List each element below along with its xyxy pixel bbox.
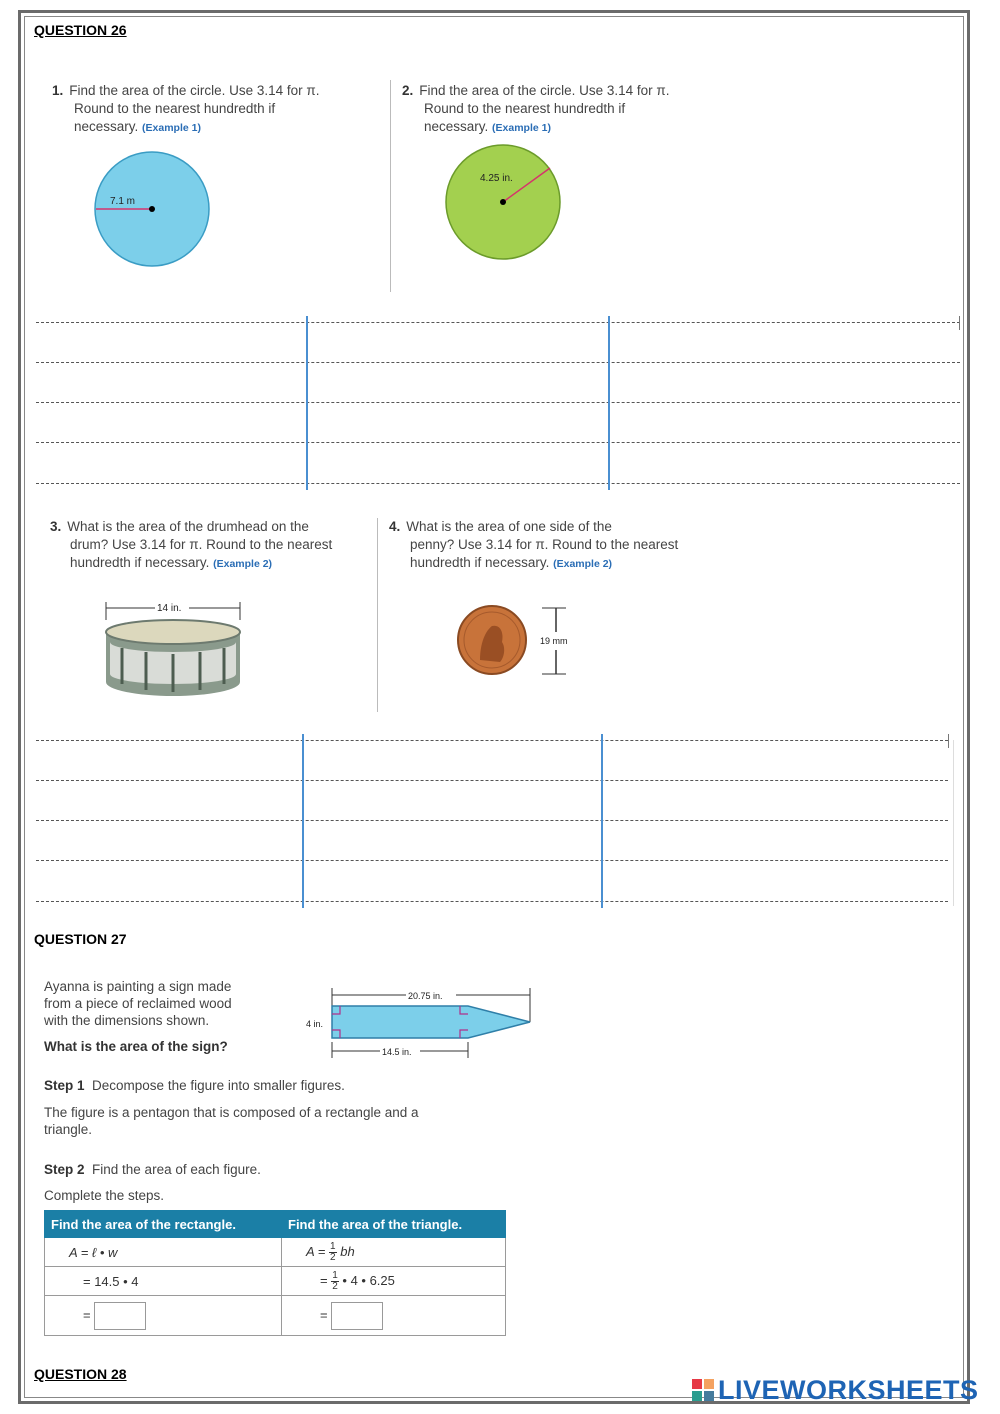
table-row [45,1238,506,1267]
area-steps-table [44,1210,506,1336]
grid-end-mark [959,316,960,330]
penny-diameter-label: 19 mm [540,636,568,646]
answer-column-divider [608,316,610,490]
tri-substitution-rest: • 4 • 6.25 [342,1272,395,1288]
problem-4 [389,518,709,573]
step-1-text: Decompose the figure into smaller figures. [92,1078,345,1093]
answer-line [36,362,960,363]
q27-intro-line3: with the dimensions shown. [44,1013,210,1028]
grid-end-mark [948,734,949,748]
fraction-numerator: 1 [330,1240,336,1252]
rect-answer-cell [45,1296,282,1336]
step-2-text: Find the area of each figure. [92,1162,261,1177]
q27-intro-line1: Ayanna is painting a sign made [44,979,232,994]
sign-figure [300,984,540,1064]
answer-line [36,402,960,403]
grid-edge [953,740,954,906]
problem-3-number: 3. [50,519,62,534]
drum-figure [100,598,246,700]
fraction-denominator: 2 [330,1251,336,1263]
penny-figure [454,602,578,682]
q27-question: What is the area of the sign? [44,1039,228,1054]
problem-2 [402,82,702,137]
answer-column-divider [302,734,304,908]
answer-line [36,780,948,781]
problem-4-line1: What is the area of one side of the [406,519,612,534]
problem-3-example-link[interactable]: (Example 2) [213,558,273,570]
answer-line [36,901,948,902]
problem-3 [50,518,370,573]
tri-answer-equals: = [320,1306,328,1322]
one-half-fraction [331,1271,339,1292]
liveworksheets-logo-icon [692,1379,714,1401]
problem-4-example-link[interactable]: (Example 2) [553,558,613,570]
rectangle-column-header: Find the area of the rectangle. [45,1211,282,1238]
answer-line [36,483,960,484]
rect-substitution: = 14.5 • 4 [45,1267,282,1296]
divider-q1-q2 [390,80,391,292]
divider-q3-q4 [377,518,378,712]
circle-figure-2 [442,144,566,262]
tri-formula-lhs: A = [306,1243,326,1259]
tri-formula-rhs: bh [340,1243,355,1259]
problem-2-line3: necessary. [424,119,489,134]
problem-2-example-link[interactable]: (Example 1) [492,122,551,134]
rectangle-area-answer-box[interactable] [94,1302,146,1330]
problem-1-line1: Find the area of the circle. Use 3.14 for π. [69,83,320,98]
problem-2-line1: Find the area of the circle. Use 3.14 for π. [419,83,670,98]
tri-substitution-eq: = [320,1272,328,1288]
circle-1-radius-label: 7.1 m [110,196,136,207]
problem-3-line1: What is the area of the drumhead on the [67,519,309,534]
circle-figure-1 [90,150,216,270]
answer-column-divider [601,734,603,908]
circle-2-radius-label: 4.25 in. [480,173,513,184]
table-header-row [45,1211,506,1238]
problem-1 [52,82,352,137]
step-1-detail [44,1104,504,1138]
table-row [45,1267,506,1296]
answer-line [36,322,960,323]
sign-top-length-label: 20.75 in. [408,991,443,1001]
problem-1-example-link[interactable]: (Example 1) [142,122,201,134]
problem-3-line3: hundredth if necessary. [70,555,210,570]
sign-bottom-length-label: 14.5 in. [382,1047,412,1057]
problem-4-line3: hundredth if necessary. [410,555,550,570]
problem-3-line2: drum? Use 3.14 for π. Round to the nearest [70,537,333,552]
sign-height-label: 4 in. [306,1019,324,1029]
answer-line [36,820,948,821]
answer-column-divider [306,316,308,490]
one-half-fraction [329,1242,337,1263]
tri-formula [282,1238,506,1267]
question-26-heading: QUESTION 26 [34,22,127,38]
answer-line [36,740,948,741]
problem-4-line2: penny? Use 3.14 for π. Round to the nearest [410,537,679,552]
rect-answer-equals: = [83,1306,91,1322]
fraction-numerator: 1 [332,1269,338,1281]
step-1-label: Step 1 [44,1078,85,1093]
step-2 [44,1161,261,1178]
problem-1-line2: Round to the nearest hundredth if [74,101,276,116]
triangle-area-answer-box[interactable] [331,1302,383,1330]
complete-steps-instruction: Complete the steps. [44,1188,165,1203]
rect-formula: A = ℓ • w [45,1238,282,1267]
problem-1-line3: necessary. [74,119,139,134]
step-1-detail-line2: triangle. [44,1122,93,1137]
question-28-heading: QUESTION 28 [34,1366,127,1382]
problem-1-number: 1. [52,83,64,98]
step-2-label: Step 2 [44,1162,85,1177]
q27-intro-line2: from a piece of reclaimed wood [44,996,232,1011]
step-1-detail-line1: The figure is a pentagon that is composed of a rectangle and a [44,1105,419,1120]
q27-intro [44,978,232,1055]
answer-line [36,860,948,861]
problem-2-number: 2. [402,83,414,98]
fraction-denominator: 2 [332,1280,338,1292]
step-1 [44,1077,345,1094]
drum-diameter-label: 14 in. [157,603,182,614]
question-27-heading: QUESTION 27 [34,931,127,947]
table-row [45,1296,506,1336]
problem-4-number: 4. [389,519,401,534]
tri-substitution [282,1267,506,1296]
problem-2-line2: Round to the nearest hundredth if [424,101,626,116]
answer-line [36,442,960,443]
tri-answer-cell [282,1296,506,1336]
triangle-column-header: Find the area of the triangle. [282,1211,506,1238]
liveworksheets-logo[interactable]: LIVEWORKSHEETS [718,1375,979,1405]
